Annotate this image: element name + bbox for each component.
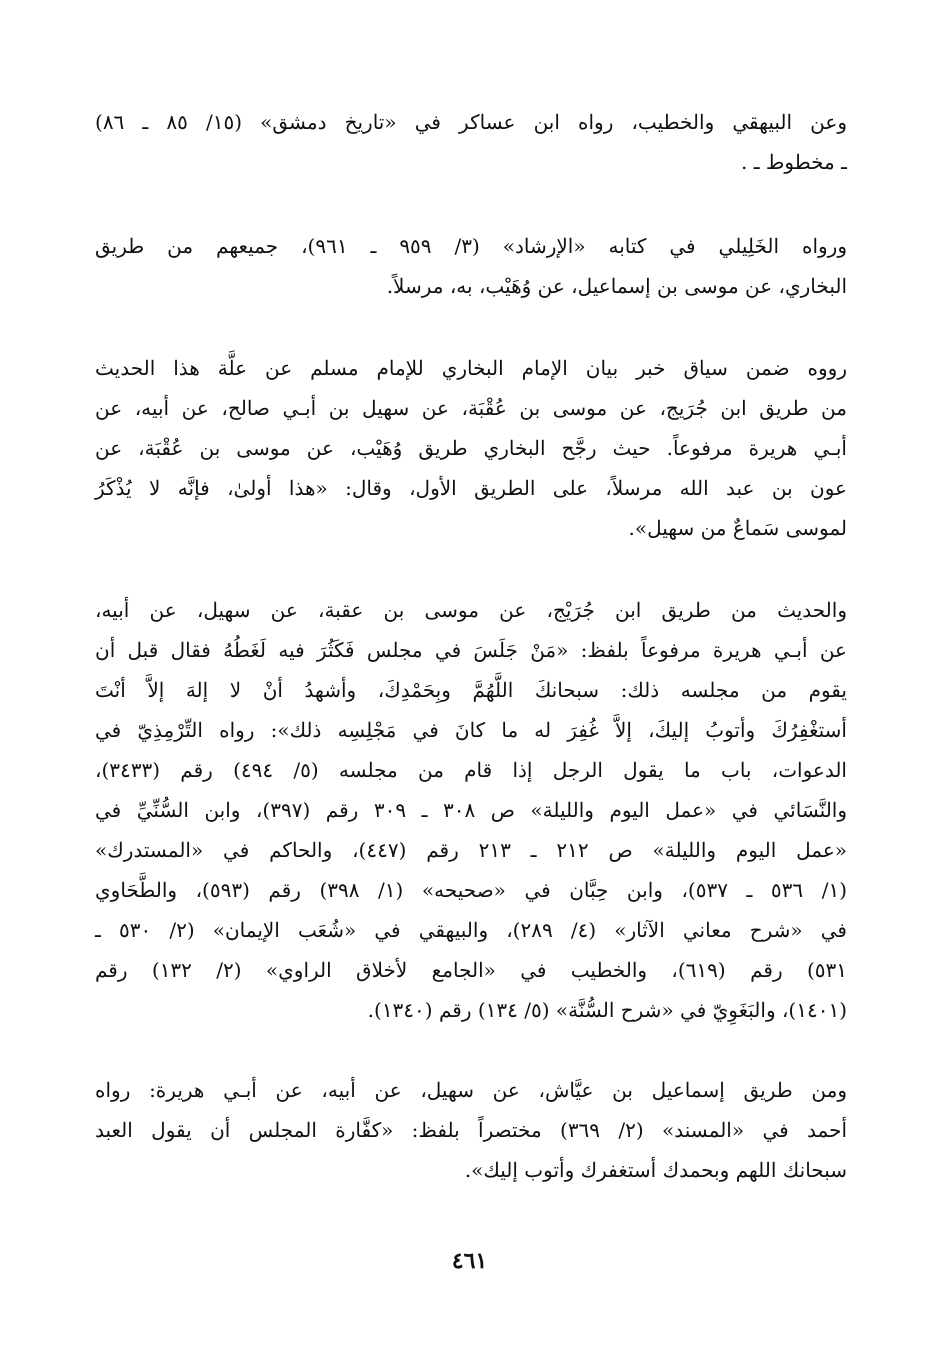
page-body xyxy=(95,102,847,1190)
text-line: سبحانك اللهم وبحمدك أستغفرك وأتوب إليك». xyxy=(464,1158,847,1182)
text-line: يقوم من مجلسه ذلك: سبحانكَ اللَّهُمَّ وبِحَمْدِكَ، وأشهدُ أنْ لا إلهَ إلاَّ أنْتَ xyxy=(95,678,847,702)
text-line: أحمد في «المسند» (٢/ ٣٦٩) مختصراً بلفظ: «كفَّارة المجلس أن يقول العبد xyxy=(95,1118,847,1142)
text-line: أستغْفِرُكَ وأتوبُ إليكَ، إلاَّ غُفِرَ له ما كانَ في مَجْلِسِه ذلك»: رواه التِّرْمِذِيّ في xyxy=(95,718,847,742)
text-line: ومن طريق إسماعيل بن عيَّاش، عن سهيل، عن أبيه، عن أبـي هريرة: رواه xyxy=(95,1078,847,1102)
text-line: من طريق ابن جُرَيج، عن موسى بن عُقْبَة، عن سهيل بن أبـي صالح، عن أبيه، عن xyxy=(95,396,847,420)
paragraph-4 xyxy=(95,590,847,1030)
text-line: لموسى سَماعٌ من سهيل». xyxy=(628,516,847,540)
text-line: الدعوات، باب ما يقول الرجل إذا قام من مجلسه (٥/ ٤٩٤) رقم (٣٤٣٣)، xyxy=(95,758,847,782)
paragraph-3 xyxy=(95,348,847,548)
text-line: ـ مخطوط ـ . xyxy=(740,150,847,174)
text-line: في «شرح معاني الآثار» (٤/ ٢٨٩)، والبيهقي في «شُعَب الإيمان» (٢/ ٥٣٠ ـ xyxy=(95,918,847,942)
paragraph-5 xyxy=(95,1070,847,1190)
paragraph-2 xyxy=(95,226,847,306)
page-number: ٤٦١ xyxy=(451,1248,488,1274)
text-line: البخاري، عن موسى بن إسماعيل، عن وُهَيْب، به، مرسلاً. xyxy=(386,274,847,298)
paragraph-1 xyxy=(95,102,847,182)
text-line: (١/ ٥٣٦ ـ ٥٣٧)، وابن حِبَّان في «صحيحه» (١/ ٣٩٨) رقم (٥٩٣)، والطَّحَاوي xyxy=(95,878,847,902)
text-line: عن أبـي هريرة مرفوعاً بلفظ: «مَنْ جَلَسَ في مجلس فَكَثُرَ فيه لَغَطُهُ فقال قبل أن xyxy=(95,638,847,662)
text-line: والحديث من طريق ابن جُرَيْج، عن موسى بن عقبة، عن سهيل، عن أبيه، xyxy=(95,598,847,622)
text-line: أبـي هريرة مرفوعاً. حيث رجَّح البخاري طريق وُهَيْب، عن موسى بن عُقْبَة، عن xyxy=(95,436,847,460)
text-line: ورواه الخَلِيلي في كتابه «الإرشاد» (٣/ ٩٥٩ ـ ٩٦١)، جميعهم من طريق xyxy=(95,234,847,258)
text-line: وعن البيهقي والخطيب، رواه ابن عساكر في «تاريخ دمشق» (١٥/ ٨٥ ـ ٨٦) xyxy=(95,110,847,134)
text-line: (١٤٠١)، والبَغَوِيّ في «شرح السُّنَّة» (٥/ ١٣٤) رقم (١٣٤٠). xyxy=(367,998,847,1022)
text-line: والنَّسَائي في «عمل اليوم والليلة» ص ٣٠٨ ـ ٣٠٩ رقم (٣٩٧)، وابن السُّنِّيِّ في xyxy=(95,798,848,822)
text-line: «عمل اليوم والليلة» ص ٢١٢ ـ ٢١٣ رقم (٤٤٧)، والحاكم في «المستدرك» xyxy=(95,838,847,862)
text-line: رووه ضمن سياق خبر بيان الإمام البخاري للإمام مسلم عن علَّة هذا الحديث xyxy=(95,356,847,380)
text-line: عون بن عبد الله مرسلاً، على الطريق الأول، وقال: «هذا أولىٰ، فإنَّه لا يُذْكَرُ xyxy=(95,476,847,500)
text-line: ٥٣١) رقم (٦١٩)، والخطيب في «الجامع لأخلاق الراوي» (٢/ ١٣٢) رقم xyxy=(95,958,847,982)
